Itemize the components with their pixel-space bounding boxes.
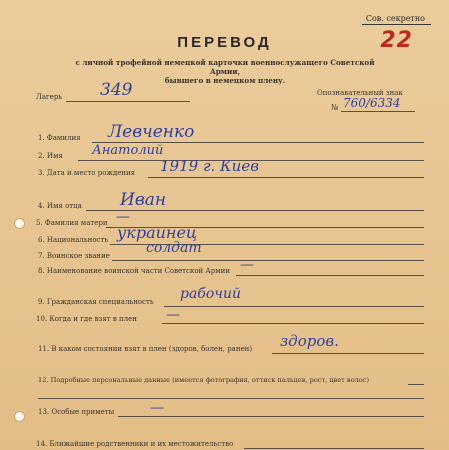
field-value-13: — (150, 400, 164, 416)
camp-label: Лагерь (36, 93, 63, 101)
page-title: ПЕРЕВОД (177, 34, 272, 51)
field-value-2: Анатолий (92, 143, 164, 158)
field-label-1: 1. Фамилия (38, 134, 81, 142)
field-line-13 (118, 416, 424, 417)
field-label-8: 8. Наименование воинской части Советской Армии (38, 267, 230, 275)
field-label-5: 5. Фамилия матери (36, 219, 108, 227)
field-value-1: Левченко (108, 122, 195, 142)
field-value-9: рабочий (180, 286, 242, 302)
field-label-2: 2. Имя (38, 152, 63, 160)
identification-prefix: № (331, 103, 339, 112)
field-value-7: солдат (146, 240, 202, 256)
camp-line (66, 101, 190, 102)
punch-hole-lower (14, 411, 25, 422)
secret-stamp-text: Сов. секретно (365, 14, 425, 23)
field-line-9 (164, 306, 424, 307)
field-line-12 (408, 384, 424, 385)
identification-line (341, 111, 415, 112)
field-line-10 (162, 323, 424, 324)
identification-value: 760/6334 (343, 96, 401, 110)
field-label-10: 10. Когда и где взят в плен (36, 315, 137, 323)
field-value-10: — (166, 307, 180, 323)
field-label-13: 13. Особые приметы (38, 408, 115, 416)
field-label-3: 3. Дата и место рождения (38, 169, 136, 177)
secret-stamp (366, 14, 425, 23)
punch-hole-upper (14, 218, 25, 229)
field-value-5: — (116, 209, 130, 225)
card-number: 22 (380, 28, 413, 53)
field-line-11 (272, 353, 424, 354)
field-value-3: 1919 г. Киев (160, 157, 259, 175)
field-value-8: — (240, 257, 254, 273)
camp-value: 349 (100, 80, 133, 100)
field-value-11: здоров. (280, 332, 339, 350)
field-value-6: украинец (117, 223, 198, 242)
field-line-12b (38, 398, 424, 399)
field-label-12: 12. Подробные персональные данные (имеется фотография, оттиск пальцев, рост, цвет волос) (38, 376, 370, 384)
field-line-3 (148, 177, 424, 178)
field-line-4 (86, 210, 424, 211)
field-label-4: 4. Имя отца (38, 202, 82, 210)
field-line-14 (244, 448, 424, 449)
subtitle-line-1: с личной трофейной немецкой карточки военнослужащего Советской Армии, (75, 58, 375, 76)
secret-stamp-underline (362, 24, 431, 25)
field-label-14: 14. Ближайшие родственники и их местожительство (36, 440, 234, 448)
identification-label: Опознавательный знак (317, 89, 403, 97)
field-value-4: Иван (120, 190, 167, 210)
subtitle-line-2: бывшего в немецком плену. (164, 76, 286, 85)
field-label-11: 11. В каком состоянии взят в плен (здоров, болен, ранен) (38, 345, 253, 353)
field-label-7: 7. Воинское звание (38, 252, 110, 260)
field-label-6: 6. Национальность (38, 236, 109, 244)
field-label-9: 9. Гражданская специальность (38, 298, 154, 306)
field-line-8 (236, 275, 424, 276)
field-line-7 (112, 260, 424, 261)
